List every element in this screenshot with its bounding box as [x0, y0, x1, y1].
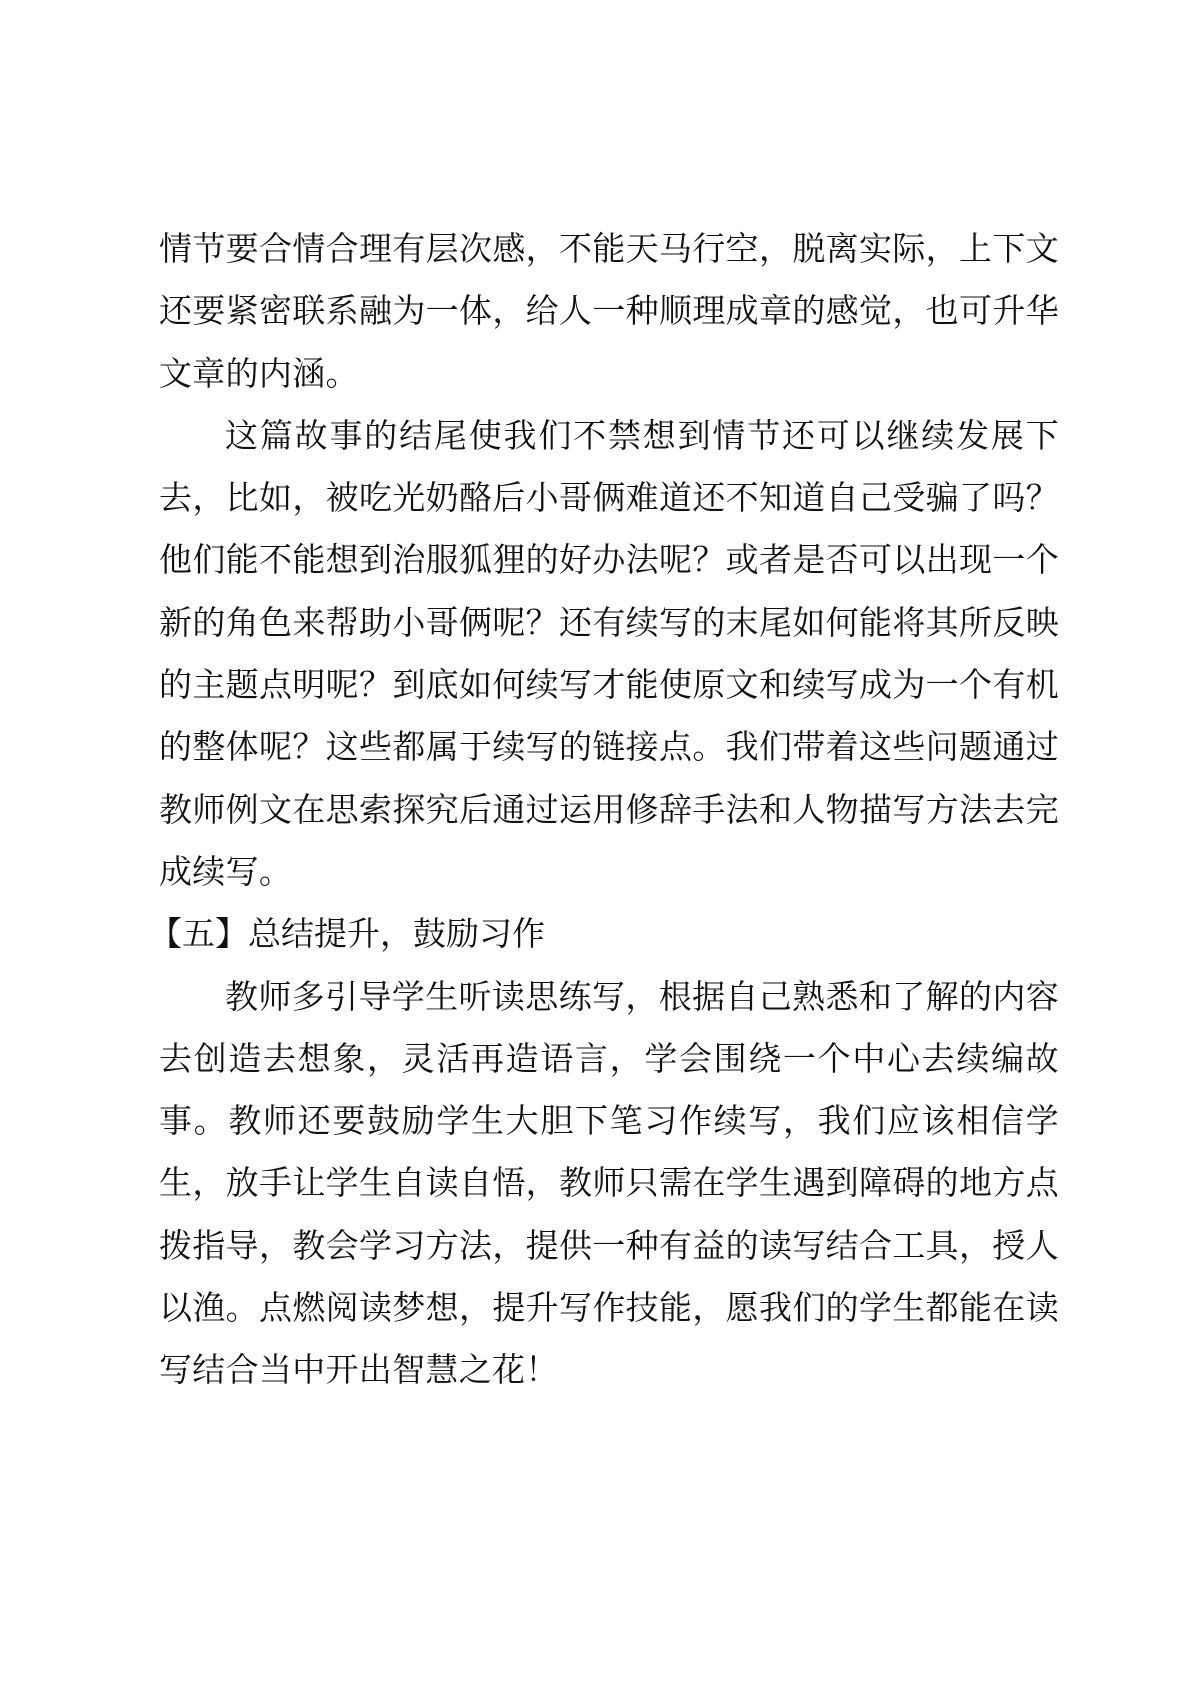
paragraph-story-ending: 这篇故事的结尾使我们不禁想到情节还可以继续发展下去，比如，被吃光奶酪后小哥俩难道还不知道自己受骗了吗？他们能不能想到治服狐狸的好办法呢？或者是否可以出现一个新的角色来帮助小哥俩呢？还有续写的末尾如何能将其所反映的主题点明呢？到底如何续写才能使原文和续写成为一个有机的整体呢？这些都属于续写的链接点。我们带着这些问题通过教师例文在思索探究后通过运用修辞手法和人物描写方法去完成续写。	[159, 415, 1059, 891]
paragraph-plot-coherence: 情节要合情合理有层次感，不能天马行空，脱离实际，上下文还要紧密联系融为一体，给人一种顺理成章的感觉，也可升华文章的内涵。	[159, 229, 1059, 393]
document-page	[149, 218, 1059, 1402]
section-heading: 【五】总结提升，鼓励习作	[149, 914, 545, 954]
paragraph-summary: 教师多引导学生听读思练写，根据自己熟悉和了解的内容去创造去想象，灵活再造语言，学会围绕一个中心去续编故事。教师还要鼓励学生大胆下笔习作续写，我们应该相信学生，放手让学生自读自悟，教师只需在学生遇到障碍的地方点拨指导，教会学习方法，提供一种有益的读写结合工具，授人以渔。点燃阅读梦想，提升写作技能，愿我们的学生都能在读写结合当中开出智慧之花！	[159, 976, 1059, 1390]
